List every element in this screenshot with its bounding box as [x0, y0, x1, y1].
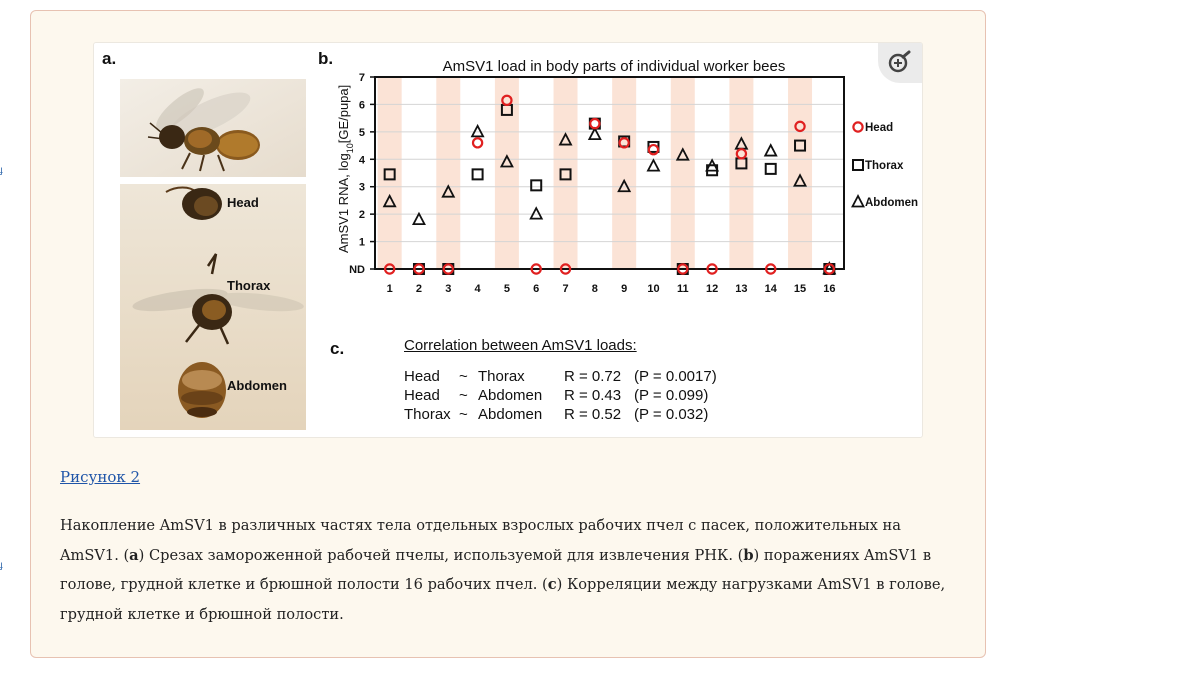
caption-text: ) поражениях AmSV1 в голове, грудной клетке и брюшной полости 16 рабочих пчел. ( [60, 546, 932, 593]
corr-part-b: Abdomen [478, 406, 543, 423]
panel-c-label: c. [330, 339, 345, 358]
corr-p: (P = 0.0017) [634, 368, 717, 385]
x-tick-label: 11 [676, 283, 689, 295]
thorax-point [473, 169, 483, 179]
abdomen-point [648, 160, 659, 171]
x-tick-label: 15 [793, 283, 807, 295]
y-tick-label: 4 [358, 154, 365, 167]
figure-panel [93, 42, 923, 438]
y-tick-label: 3 [358, 181, 365, 194]
caption-text: Накопление AmSV1 в различных частях тела отдельных взрослых рабочих пчел с пасек, положительных на AmSV1. ( [60, 517, 901, 564]
bee-column-shade [729, 78, 753, 269]
caption-label-a: a [129, 546, 139, 564]
x-tick-label: 13 [735, 283, 748, 295]
corr-r: R = 0.52 [564, 406, 622, 423]
corr-sep: ~ [459, 387, 468, 404]
x-tick-label: 5 [503, 283, 510, 295]
y-tick-label: ND [349, 264, 365, 276]
abdomen-point [472, 126, 483, 137]
y-tick-label: 5 [358, 126, 365, 139]
left-edge-mark: ɟ [0, 560, 3, 571]
bee-column-shade [612, 78, 636, 269]
head-point [473, 138, 482, 147]
x-tick-label: 10 [647, 283, 660, 295]
thorax-photo-label: Thorax [227, 278, 271, 293]
bee-column-shade [378, 78, 402, 269]
chart-title: AmSV1 load in body parts of individual worker bees [442, 58, 786, 75]
y-axis-label-main: AmSV1 RNA, log [336, 153, 351, 253]
bee-column-shade [554, 78, 578, 269]
y-tick-label: 2 [358, 209, 365, 222]
abdomen-point [589, 129, 600, 140]
legend-marker [853, 160, 863, 170]
bee-column-shade [495, 78, 519, 269]
y-axis-label-sub: 10 [345, 143, 355, 154]
y-axis-label-tail: [GE/pupa] [336, 84, 351, 144]
x-tick-label: 6 [533, 283, 540, 295]
x-tick-label: 3 [445, 283, 452, 295]
y-tick-label: 6 [358, 99, 365, 112]
legend-label: Thorax [865, 160, 904, 172]
left-edge-mark: ɟ [0, 165, 3, 176]
corr-sep: ~ [459, 406, 468, 423]
bee-column-shade [671, 78, 695, 269]
x-tick-label: 2 [415, 283, 423, 295]
x-tick-label: 12 [705, 283, 719, 295]
head-photo-label: Head [227, 195, 259, 210]
caption-text: ) Корреляции между нагрузками AmSV1 в голове, грудной клетке и брюшной полости. [60, 576, 946, 623]
correlation-title: Correlation between AmSV1 loads: [404, 337, 637, 354]
x-tick-label: 9 [621, 283, 628, 295]
corr-p: (P = 0.099) [634, 387, 709, 404]
corr-r: R = 0.72 [564, 368, 622, 385]
caption-label-b: b [743, 546, 754, 564]
legend-marker [853, 122, 862, 131]
abdomen-point [765, 145, 776, 156]
zoom-in-icon [886, 49, 914, 77]
corr-part-a: Head [404, 368, 440, 385]
abdomen-photo-label: Abdomen [227, 378, 287, 393]
panel-a-label: a. [102, 49, 117, 68]
legend-marker [853, 196, 864, 207]
corr-part-a: Thorax [404, 406, 451, 423]
zoom-button[interactable] [878, 43, 922, 83]
corr-sep: ~ [459, 368, 468, 385]
legend-label: Abdomen [865, 197, 919, 209]
figure-caption [60, 511, 960, 629]
thorax-point [766, 164, 776, 174]
corr-r: R = 0.43 [564, 387, 622, 404]
figure-link[interactable]: Рисунок 2 [60, 468, 141, 486]
x-tick-label: 4 [474, 283, 481, 295]
x-tick-label: 8 [591, 283, 598, 295]
y-tick-label: 7 [358, 72, 365, 84]
panel-b-label: b. [318, 49, 334, 68]
x-tick-label: 7 [562, 283, 569, 295]
corr-p: (P = 0.032) [634, 406, 709, 423]
corr-part-b: Abdomen [478, 387, 543, 404]
y-tick-label: 1 [358, 236, 365, 249]
x-tick-label: 1 [386, 283, 393, 295]
caption-label-c: c [547, 576, 557, 593]
thorax-point [531, 180, 541, 190]
y-axis-label [336, 85, 355, 253]
corr-part-a: Head [404, 387, 440, 404]
abdomen-point [531, 208, 542, 219]
x-tick-label: 16 [823, 283, 836, 295]
bee-column-shade [436, 78, 460, 269]
legend-label: Head [865, 122, 894, 134]
x-tick-label: 14 [764, 283, 777, 295]
abdomen-point [413, 214, 424, 225]
corr-part-b: Thorax [478, 368, 525, 385]
caption-text: ) Срезах замороженной рабочей пчелы, используемой для извлечения РНК. ( [138, 546, 744, 564]
